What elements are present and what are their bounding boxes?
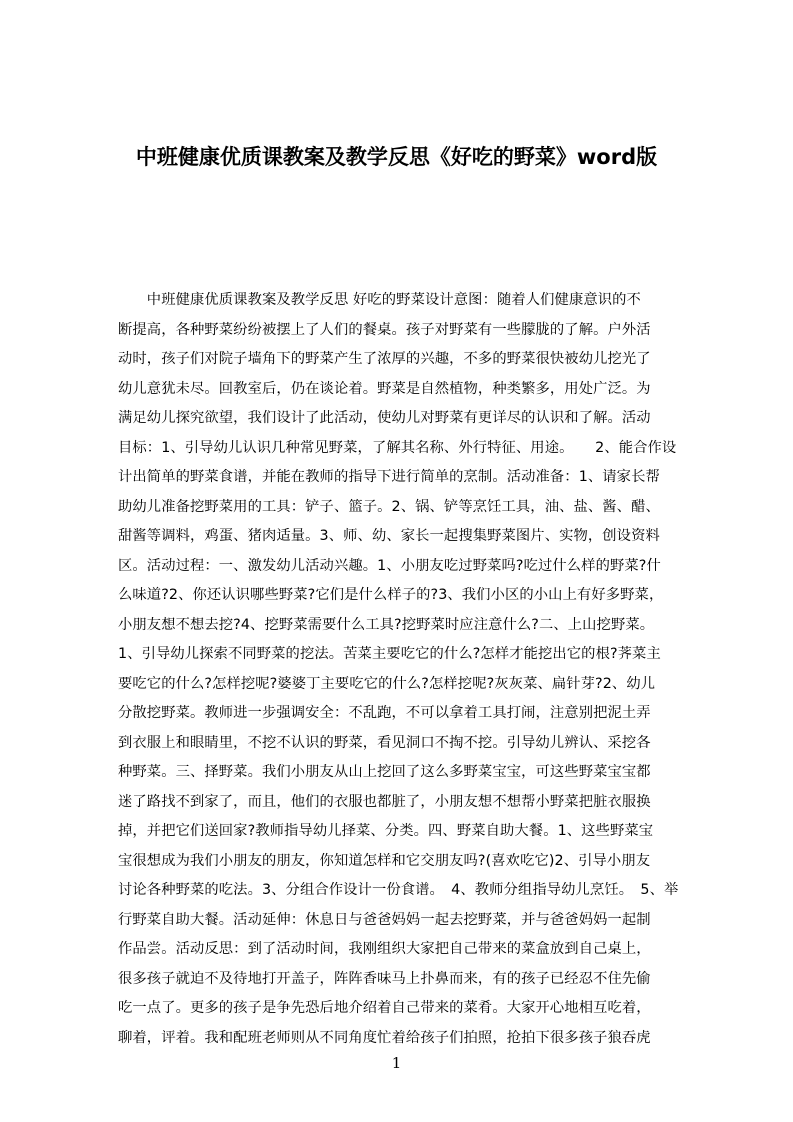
body-line: 到衣服上和眼睛里，不挖不认识的野菜，看见洞口不掏不挖。引导幼儿辨认、采挖各 [118, 734, 651, 751]
body-line: 目标：1、引导幼儿认识几种常见野菜，了解其名称、外行特征、用途。 2、能合作设 [118, 439, 677, 456]
body-line: 吃一点了。更多的孩子是争先恐后地介绍着自己带来的菜肴。大家开心地相互吃着， [118, 1000, 651, 1016]
body-line: 断提高，各种野菜纷纷被摆上了人们的餐桌。孩子对野菜有一些朦胧的了解。户外活 [118, 321, 651, 338]
body-line: 聊着，评着。我和配班老师则从不同角度忙着给孩子们拍照，抢拍下很多孩子狼吞虎 [118, 1029, 651, 1046]
body-line: 作品尝。活动反思：到了活动时间，我刚组织大家把自己带来的菜盒放到自己桌上， [118, 941, 651, 957]
body-line: 很多孩子就迫不及待地打开盖子，阵阵香味马上扑鼻而来，有的孩子已经忍不住先偷 [118, 970, 651, 987]
body-line: 区。活动过程：一、激发幼儿活动兴趣。1、小朋友吃过野菜吗?吃过什么样的野菜?什 [118, 557, 661, 574]
body-line: 掉，并把它们送回家?教师指导幼儿择菜、分类。四、野菜自助大餐。1、这些野菜宝 [118, 823, 654, 839]
document-body [118, 286, 698, 1046]
body-line: 满足幼儿探究欲望，我们设计了此活动，使幼儿对野菜有更详尽的认识和了解。活动 [118, 410, 651, 426]
body-line: 中班健康优质课教案及教学反思 好吃的野菜设计意图：随着人们健康意识的不 [118, 292, 641, 308]
body-line: 种野菜。三、择野菜。我们小朋友从山上挖回了这么多野菜宝宝，可这些野菜宝宝都 [118, 764, 651, 780]
body-line: 甜酱等调料，鸡蛋、猪肉适量。3、师、幼、家长一起搜集野菜图片、实物，创设资料 [118, 528, 660, 544]
body-line: 助幼儿准备挖野菜用的工具：铲子、篮子。2、锅、铲等烹饪工具，油、盐、酱、醋、 [118, 498, 660, 515]
body-line: 分散挖野菜。教师进一步强调安全：不乱跑，不可以拿着工具打闹，注意别把泥土弄 [118, 705, 651, 721]
body-line: 要吃它的什么?怎样挖呢?婆婆丁主要吃它的什么?怎样挖呢?灰灰菜、扁针芽?2、幼儿 [118, 675, 656, 692]
body-line: 迷了路找不到家了，而且，他们的衣服也都脏了，小朋友想不想帮小野菜把脏衣服换 [118, 793, 651, 810]
body-line: 宝很想成为我们小朋友的朋友，你知道怎样和它交朋友吗?(喜欢吃它)2、引导小朋友 [118, 852, 651, 869]
body-line: 讨论各种野菜的吃法。3、分组合作设计一份食谱。 4、教师分组指导幼儿烹饪。 5、举 [118, 882, 679, 898]
body-line: 幼儿意犹未尽。回教室后，仍在谈论着。野菜是自然植物，种类繁多，用处广泛。为 [118, 380, 651, 397]
body-line: 动时，孩子们对院子墙角下的野菜产生了浓厚的兴趣，不多的野菜很快被幼儿挖光了 [118, 351, 651, 367]
body-line: 么味道?2、你还认识哪些野菜?它们是什么样子的?3、我们小区的小山上有好多野菜， [118, 587, 664, 603]
body-line: 行野菜自助大餐。活动延伸：休息日与爸爸妈妈一起去挖野菜，并与爸爸妈妈一起制 [118, 911, 651, 928]
body-line: 1、引导幼儿探索不同野菜的挖法。苦菜主要吃它的什么?怎样才能挖出它的根?荠菜主 [118, 646, 661, 662]
body-line: 小朋友想不想去挖?4、挖野菜需要什么工具?挖野菜时应注意什么?二、上山挖野菜。 [118, 616, 655, 633]
body-line: 计出简单的野菜食谱，并能在教师的指导下进行简单的烹制。活动准备：1、请家长帮 [118, 469, 660, 485]
document-title: 中班健康优质课教案及教学反思《好吃的野菜》word版 [135, 145, 658, 169]
page-number: 1 [391, 1054, 402, 1072]
